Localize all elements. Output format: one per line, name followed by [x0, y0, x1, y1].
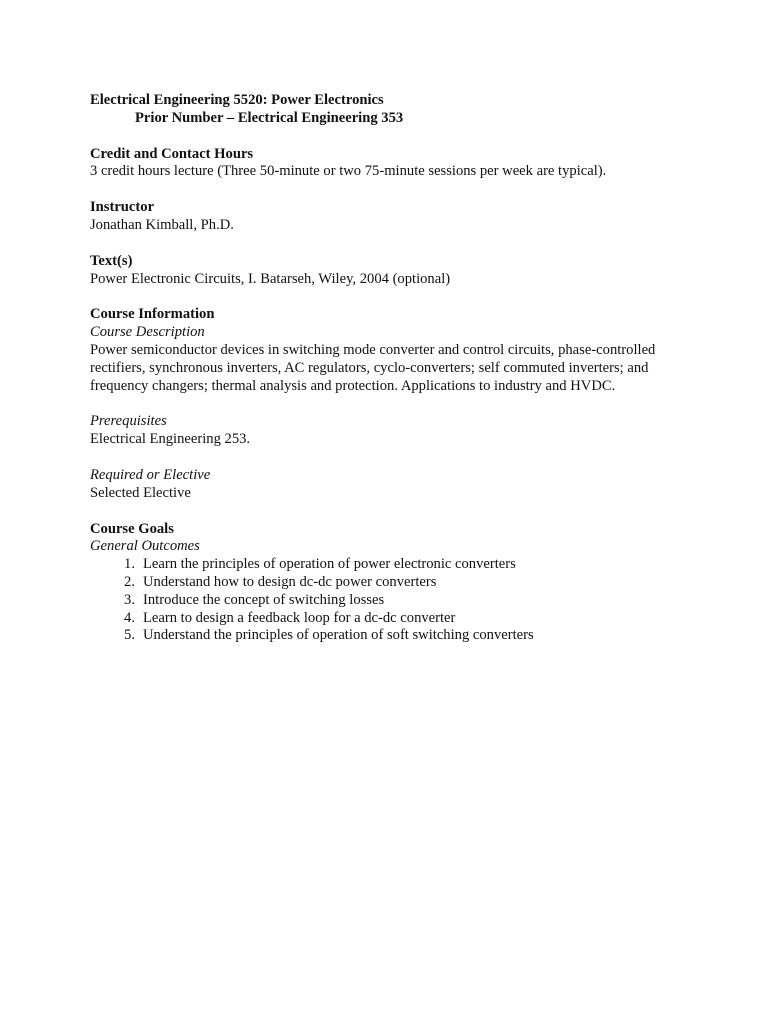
- prior-number: Prior Number – Electrical Engineering 353: [135, 109, 404, 126]
- list-item: [90, 627, 690, 645]
- list-item-text: Introduce the concept of switching losses: [143, 591, 385, 608]
- list-item-text: Understand the principles of operation of soft switching converters: [143, 627, 534, 644]
- course-title: Electrical Engineering 5520: Power Electronics: [90, 92, 384, 108]
- list-item-number: 2.: [124, 573, 135, 590]
- instructor-heading: Instructor: [90, 199, 155, 216]
- texts-text: Power Electronic Circuits, I. Batarseh, Wiley, 2004 (optional): [90, 270, 451, 287]
- texts-heading: Text(s): [90, 252, 133, 269]
- prerequisites-text: Electrical Engineering 253.: [90, 431, 251, 448]
- credit-heading: Credit and Contact Hours: [90, 145, 254, 162]
- prerequisites-section: [90, 413, 690, 449]
- list-item-number: 4.: [124, 609, 135, 626]
- required-elective-text: Selected Elective: [90, 484, 191, 501]
- course-header: [90, 92, 690, 128]
- course-description-line: Power semiconductor devices in switching mode converter and control circuits, phase-controlled: [90, 341, 656, 358]
- credit-text: 3 credit hours lecture (Three 50-minute or two 75-minute sessions per week are typical).: [90, 163, 607, 180]
- list-item: [90, 592, 690, 610]
- required-elective-heading: Required or Elective: [90, 466, 211, 483]
- instructor-name: Jonathan Kimball, Ph.D.: [90, 216, 234, 233]
- list-item-number: 5.: [124, 627, 135, 644]
- course-information-section: [90, 306, 690, 395]
- general-outcomes-heading: General Outcomes: [90, 538, 200, 555]
- list-item: [90, 610, 690, 628]
- outcomes-list: [90, 556, 690, 645]
- list-item: [90, 574, 690, 592]
- required-elective-section: [90, 467, 690, 503]
- list-item: [90, 556, 690, 574]
- course-goals-heading: Course Goals: [90, 520, 174, 537]
- texts-section: [90, 253, 690, 289]
- course-information-heading: Course Information: [90, 306, 215, 323]
- list-item-text: Learn the principles of operation of power electronic converters: [143, 556, 516, 573]
- course-description-line: frequency changers; thermal analysis and protection. Applications to industry and HVDC.: [90, 377, 616, 394]
- course-goals-section: [90, 521, 690, 646]
- course-description-heading: Course Description: [90, 324, 205, 341]
- syllabus-page: [90, 92, 690, 645]
- list-item-number: 1.: [124, 556, 135, 573]
- prerequisites-heading: Prerequisites: [90, 413, 167, 430]
- list-item-text: Understand how to design dc-dc power converters: [143, 573, 437, 590]
- credit-section: [90, 146, 690, 182]
- list-item-number: 3.: [124, 591, 135, 608]
- course-description-line: rectifiers, synchronous inverters, AC regulators, cyclo-converters; self commuted inverters; and: [90, 359, 649, 376]
- list-item-text: Learn to design a feedback loop for a dc-dc converter: [143, 609, 456, 626]
- instructor-section: [90, 199, 690, 235]
